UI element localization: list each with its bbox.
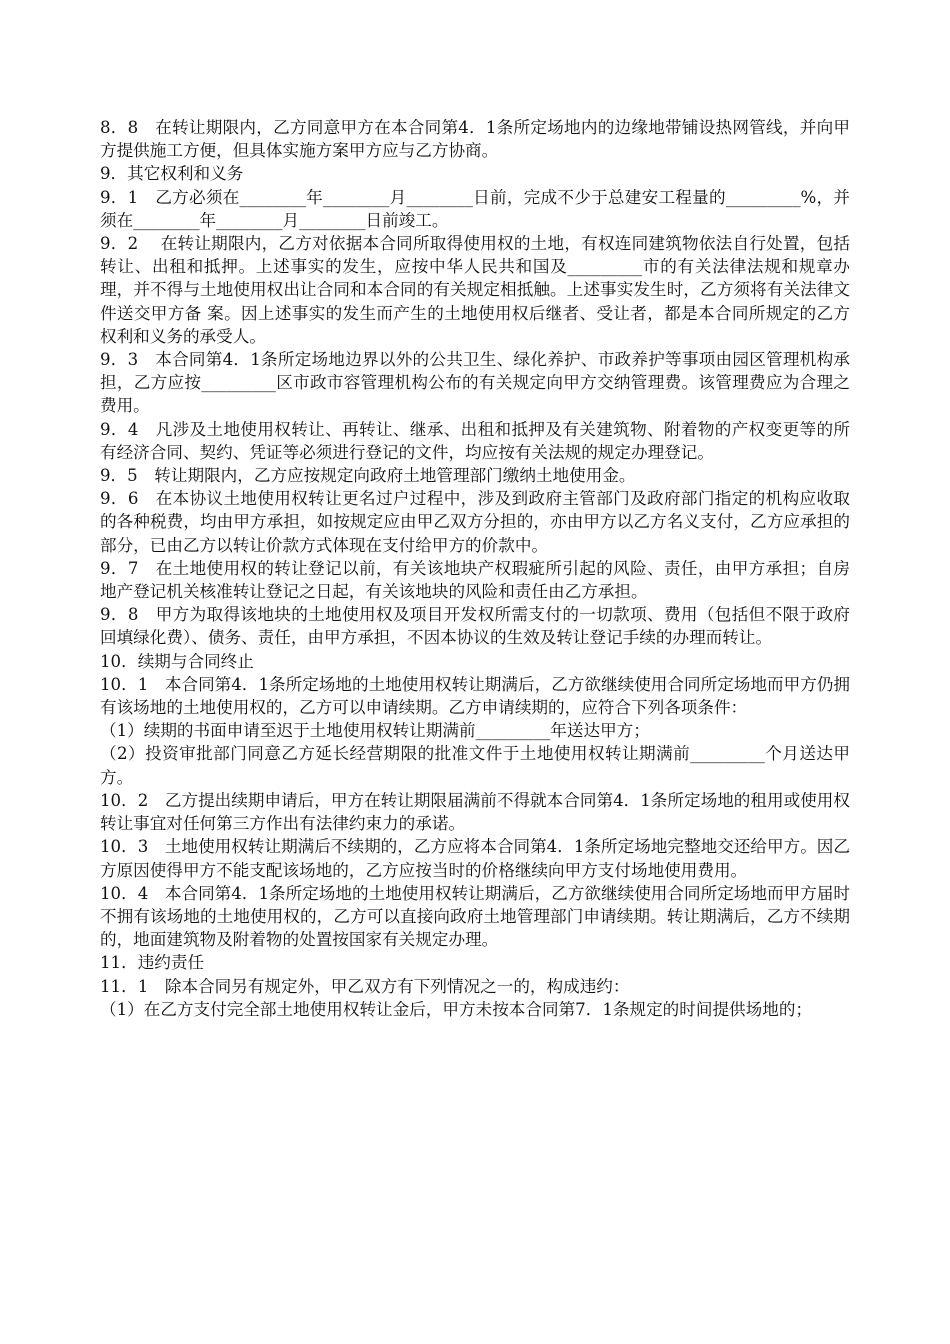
clause-10-1-item-2: （2）投资审批部门同意乙方延长经营期限的批准文件于土地使用权转让期满前_________个月送达甲方。 bbox=[100, 744, 850, 787]
document-body bbox=[100, 116, 850, 1021]
clause-10-3: 10．3 土地使用权转让期满后不续期的，乙方应将本合同第4．1条所定场地完整地交还给甲方。因乙方原因使得甲方不能支配该场地的，乙方应按当时的价格继续向甲方支付场地使用费用。 bbox=[100, 837, 850, 880]
clause-9-2: 9．2 在转让期限内，乙方对依据本合同所取得使用权的土地，有权连同建筑物依法自行处置，包括转让、出租和抵押。上述事实的发生，应按中华人民共和国及_________市的有关法律法规和规章办理，并不得与土地使用权出让合同和本合同的有关规定相抵触。上述事实发生时，乙方须将有关法律文件送交甲方备 案。因上述事实的发生而产生的土地使用权后继者、受让者，都是本合同所规定的乙方权利和义务的承受人。 bbox=[100, 234, 850, 346]
clause-9-4: 9．4 凡涉及土地使用权转让、再转让、继承、出租和抵押及有关建筑物、附着物的产权变更等的所有经济合同、契约、凭证等必须进行登记的文件，均应按有关法规的规定办理登记。 bbox=[100, 419, 850, 462]
clause-11-1-item-1: （1）在乙方支付完全部土地使用权转让金后，甲方未按本合同第7．1条规定的时间提供场地的； bbox=[100, 999, 813, 1019]
section-heading-11: 11．违约责任 bbox=[100, 953, 205, 973]
clause-10-4: 10．4 本合同第4．1条所定场地的土地使用权转让期满后，乙方欲继续使用合同所定场地而甲方届时不拥有该场地的土地使用权的，乙方可以直接向政府土地管理部门申请续期。转让期满后，乙方不续期的，地面建筑物及附着物的处置按国家有关规定办理。 bbox=[100, 883, 850, 950]
clause-9-3: 9．3 本合同第4．1条所定场地边界以外的公共卫生、绿化养护、市政养护等事项由园区管理机构承担，乙方应按_________区市政市容管理机构公布的有关规定向甲方交纳管理费。该管理费应为合理之费用。 bbox=[100, 350, 850, 416]
clause-9-7: 9．7 在土地使用权的转让登记以前，有关该地块产权瑕疵所引起的风险、责任，由甲方承担；自房地产登记机关核准转让登记之日起，有关该地块的风险和责任由乙方承担。 bbox=[100, 558, 850, 602]
clause-10-2: 10．2 乙方提出续期申请后，甲方在转让期限届满前不得就本合同第4．1条所定场地的租用或使用权转让事宜对任何第三方作出有法律约束力的承诺。 bbox=[100, 790, 850, 834]
section-heading-9: 9．其它权利和义务 bbox=[100, 164, 244, 184]
clause-9-5: 9．5 转让期限内，乙方应按规定向政府土地管理部门缴纳土地使用金。 bbox=[100, 466, 636, 486]
clause-9-8: 9．8 甲方为取得该地块的土地使用权及项目开发权所需支付的一切款项、费用（包括但不限于政府回填绿化费）、债务、责任，由甲方承担，不因本协议的生效及转让登记手续的办理而转让。 bbox=[100, 605, 850, 648]
clause-8-8: 8．8 在转让期限内，乙方同意甲方在本合同第4．1条所定场地内的边缘地带铺设热网管线，并向甲方提供施工方便，但具体实施方案甲方应与乙方协商。 bbox=[100, 118, 850, 161]
clause-9-6: 9．6 在本协议土地使用权转让更名过户过程中，涉及到政府主管部门及政府部门指定的机构应收取的各种税费，均由甲方承担，如按规定应由甲乙双方分担的，亦由甲方以乙方名义支付，乙方应承担的部分，已由乙方以转让价款方式体现在支付给甲方的价款中。 bbox=[100, 489, 850, 555]
clause-11-1: 11．1 除本合同另有规定外，甲乙双方有下列情况之一的，构成违约： bbox=[100, 976, 630, 996]
clause-9-1: 9．1 乙方必须在________年________月________日前，完成不少于总建安工程量的_________%，并须在________年________月________日前竣工。 bbox=[100, 187, 850, 230]
clause-10-1-item-1: （1）续期的书面申请至迟于土地使用权转让期满前_________年送达甲方； bbox=[100, 721, 650, 741]
clause-10-1: 10．1 本合同第4．1条所定场地的土地使用权转让期满后，乙方欲继续使用合同所定场地而甲方仍拥有该场地的土地使用权的，乙方可以申请续期。乙方申请续期的，应符合下列各项条件： bbox=[100, 674, 850, 718]
section-heading-10: 10．续期与合同终止 bbox=[100, 651, 254, 671]
